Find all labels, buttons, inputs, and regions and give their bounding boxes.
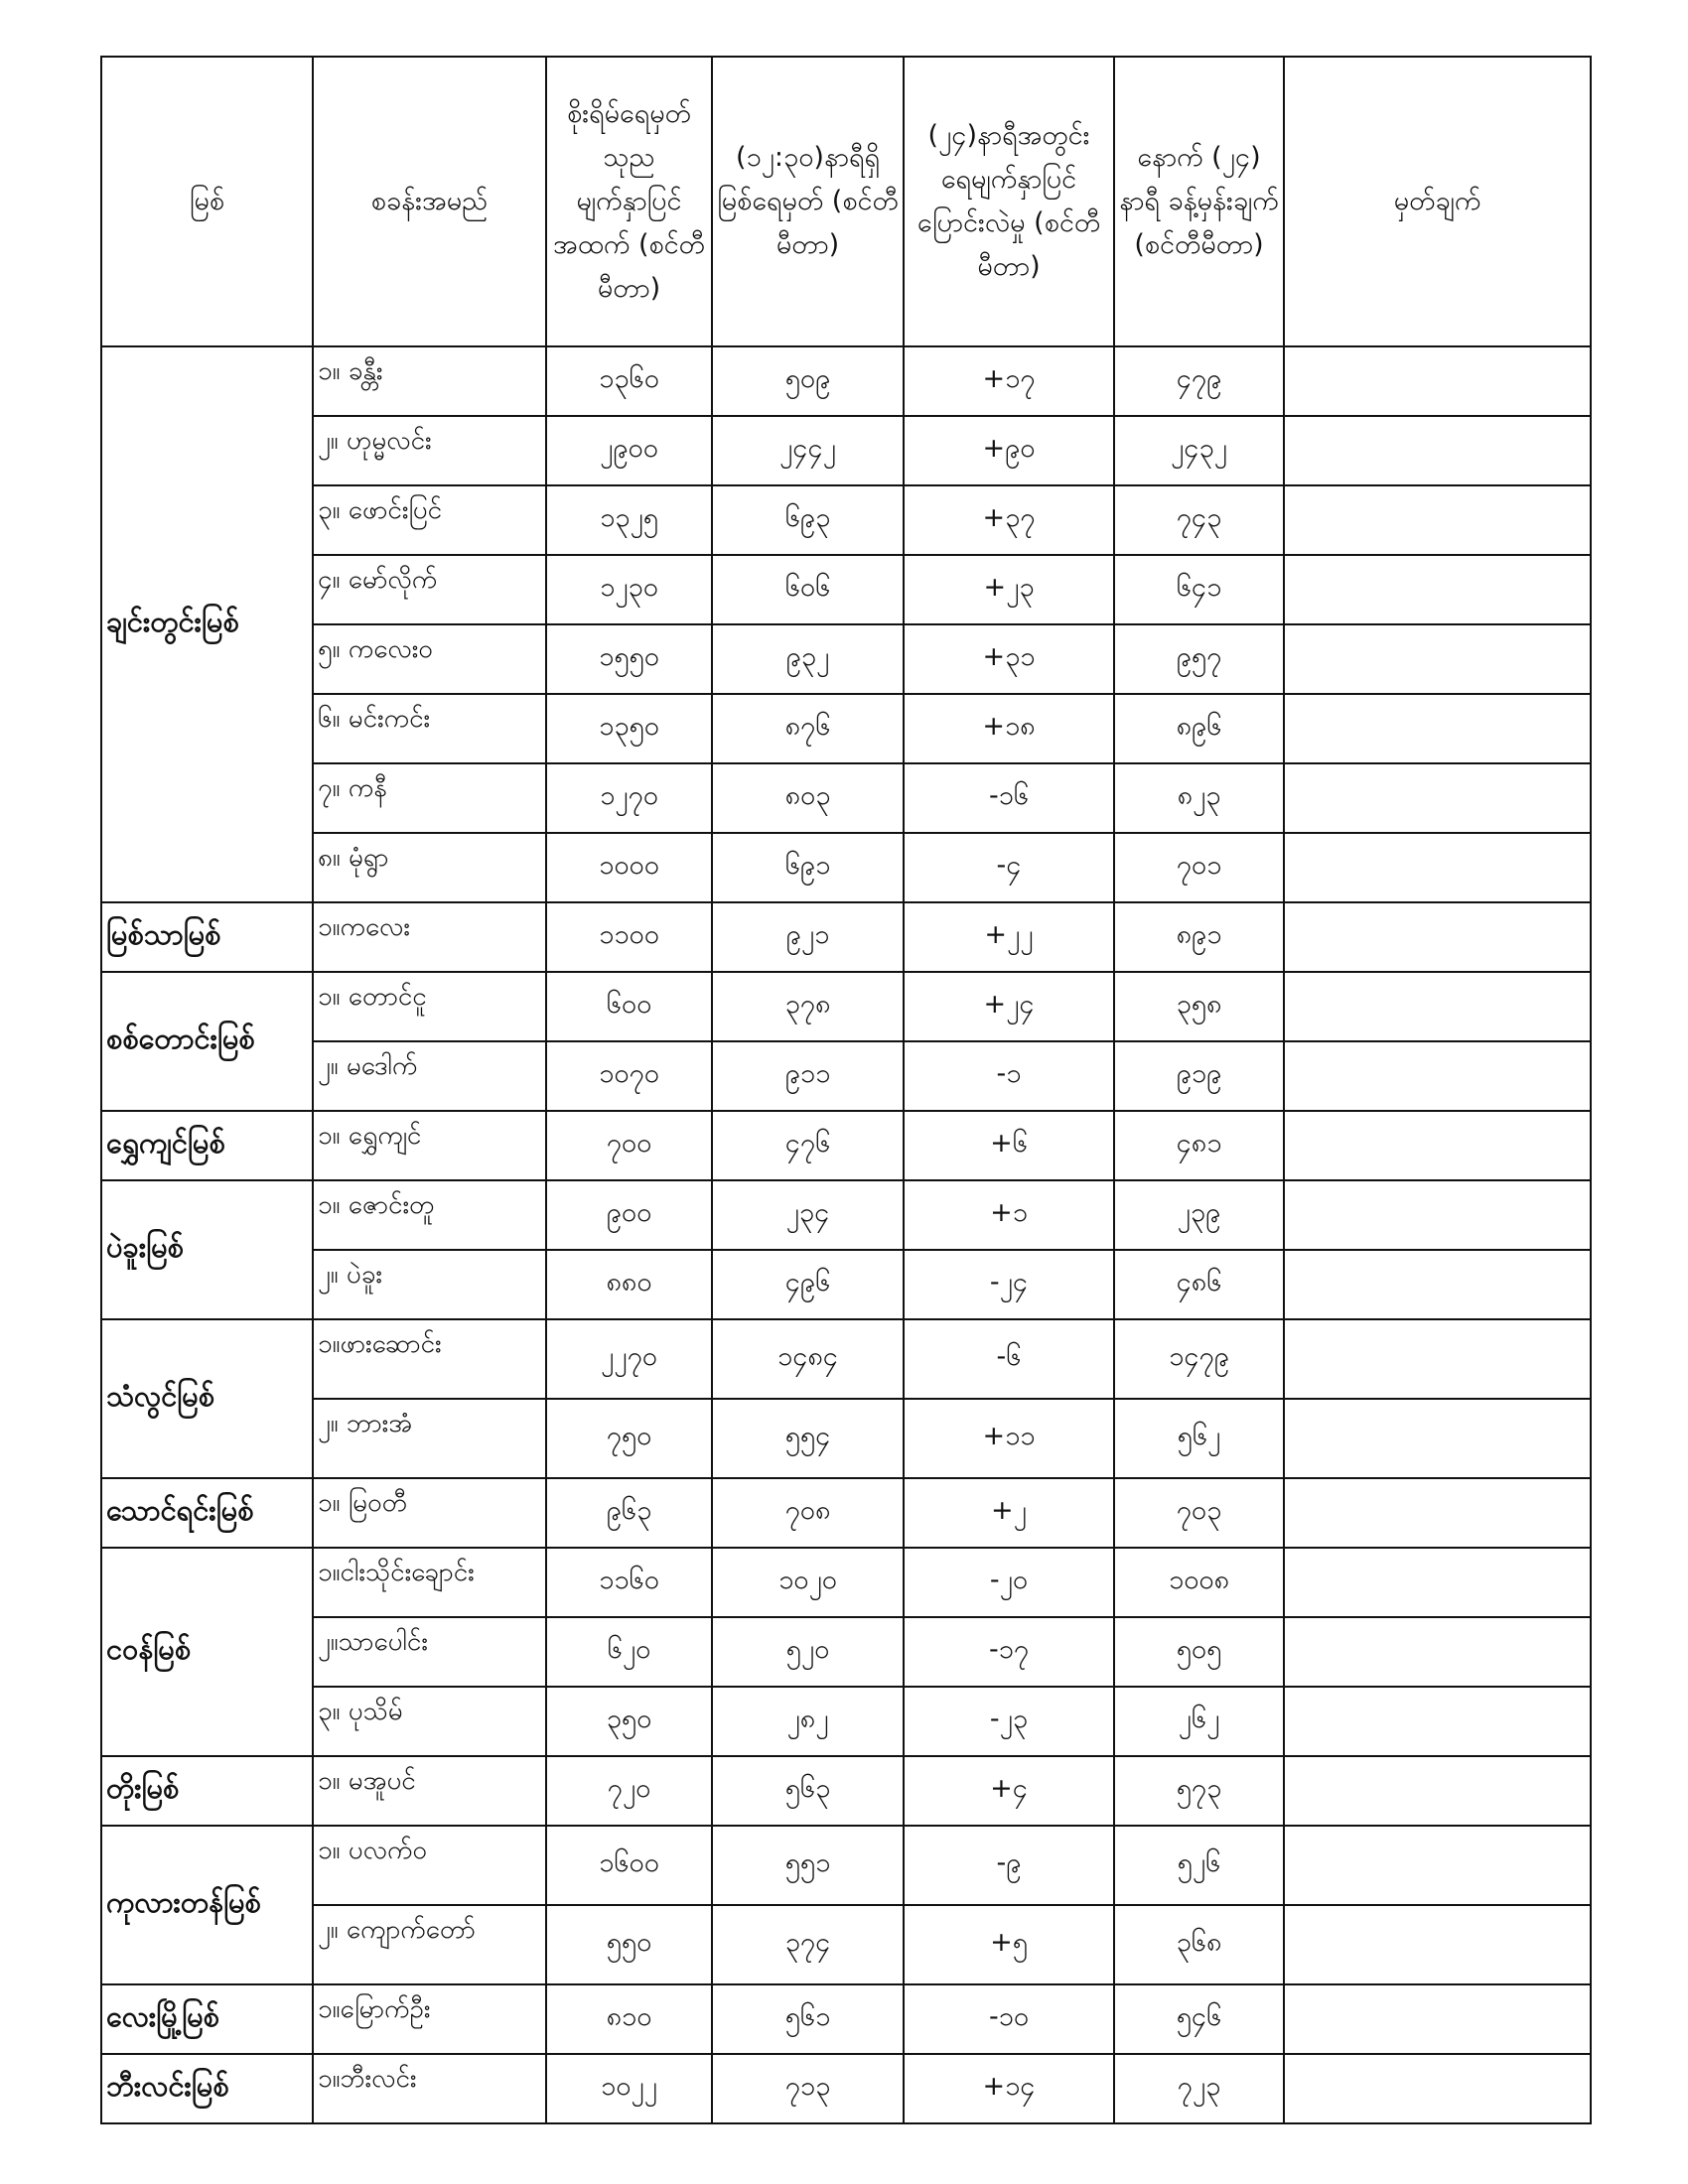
forecast-cell: ၅၆၂ [1114,1399,1284,1478]
forecast-cell: ၇၄၃ [1114,485,1284,555]
station-name-cell: ၂။ မဒေါက် [313,1041,546,1111]
current-level-cell: ၅၅၁ [712,1826,904,1905]
current-level-cell: ၂၈၂ [712,1687,904,1756]
change-cell: -၁၀ [904,1984,1114,2054]
table-row [101,2054,1591,2123]
header-current-level: (၁၂:၃၀)နာရီရှိ မြစ်ရေမှတ် (စင်တီမီတာ) [712,57,904,346]
current-level-cell: ၇၁၃ [712,2054,904,2123]
danger-level-cell: ၁၂၃၀ [546,555,712,624]
remarks-cell [1284,555,1591,624]
danger-level-cell: ၇၀၀ [546,1111,712,1180]
danger-level-cell: ၅၅၀ [546,1905,712,1984]
station-name-cell: ၂။သာပေါင်း [313,1617,546,1687]
current-level-cell: ၂၄၄၂ [712,416,904,485]
table-row [101,485,1591,555]
change-cell: +၁၄ [904,2054,1114,2123]
river-level-table [100,56,1592,2124]
station-name-cell: ၁။ငါးသိုင်းချောင်း [313,1548,546,1617]
header-change-24h: (၂၄)နာရီအတွင်း ရေမျက်နှာပြင် ပြောင်းလဲမှု (စင်တီမီတာ) [904,57,1114,346]
river-name-cell: မြစ်သာမြစ် [101,902,313,972]
forecast-cell: ၂၄၃၂ [1114,416,1284,485]
station-name-cell: ၂။ ကျောက်တော် [313,1905,546,1984]
station-name-cell: ၁။ ပလက်ဝ [313,1826,546,1905]
station-name-cell: ၂။ ပဲခူး [313,1250,546,1319]
danger-level-cell: ၂၉၀၀ [546,416,712,485]
remarks-cell [1284,972,1591,1041]
change-cell: +၁၁ [904,1399,1114,1478]
header-row [101,57,1591,346]
remarks-cell [1284,694,1591,763]
station-name-cell: ၂။ ဟုမ္မလင်း [313,416,546,485]
change-cell: +၁၈ [904,694,1114,763]
danger-level-cell: ၁၀၀၀ [546,833,712,902]
river-name-cell: ဘီးလင်းမြစ် [101,2054,313,2123]
forecast-cell: ၈၉၁ [1114,902,1284,972]
danger-level-cell: ၁၅၅၀ [546,624,712,694]
station-name-cell: ၁။ မအူပင် [313,1756,546,1826]
danger-level-cell: ၈၈၀ [546,1250,712,1319]
remarks-cell [1284,1548,1591,1617]
table-row [101,1250,1591,1319]
current-level-cell: ၉၁၁ [712,1041,904,1111]
river-name-cell: ငဝန်မြစ် [101,1548,313,1756]
change-cell: +၂၂ [904,902,1114,972]
header-danger-level: စိုးရိမ်ရေမှတ် သုည မျက်နှာပြင် အထက် (စင်တီမီတာ) [546,57,712,346]
forecast-cell: ၅၇၃ [1114,1756,1284,1826]
station-name-cell: ၄။ မော်လိုက် [313,555,546,624]
river-name-cell: တိုးမြစ် [101,1756,313,1826]
station-name-cell: ၅။ ကလေးဝ [313,624,546,694]
change-cell: +၃၇ [904,485,1114,555]
change-cell: +၂၄ [904,972,1114,1041]
table-row [101,902,1591,972]
header-river: မြစ် [101,57,313,346]
danger-level-cell: ၁၃၂၅ [546,485,712,555]
current-level-cell: ၄၉၆ [712,1250,904,1319]
danger-level-cell: ၇၅၀ [546,1399,712,1478]
forecast-cell: ၅၄၆ [1114,1984,1284,2054]
remarks-cell [1284,1180,1591,1250]
forecast-cell: ၇၀၃ [1114,1478,1284,1548]
river-name-cell: စစ်တောင်းမြစ် [101,972,313,1111]
remarks-cell [1284,763,1591,833]
remarks-cell [1284,1826,1591,1905]
current-level-cell: ၄၇၆ [712,1111,904,1180]
forecast-cell: ၆၄၁ [1114,555,1284,624]
change-cell: +၄ [904,1756,1114,1826]
change-cell: -၆ [904,1319,1114,1399]
remarks-cell [1284,833,1591,902]
forecast-cell: ၉၁၉ [1114,1041,1284,1111]
remarks-cell [1284,624,1591,694]
forecast-cell: ၂၃၉ [1114,1180,1284,1250]
change-cell: -၉ [904,1826,1114,1905]
current-level-cell: ၃၇၈ [712,972,904,1041]
table-row [101,972,1591,1041]
header-remarks: မှတ်ချက် [1284,57,1591,346]
table-row [101,416,1591,485]
current-level-cell: ၅၀၉ [712,346,904,416]
danger-level-cell: ၉၆၃ [546,1478,712,1548]
forecast-cell: ၈၂၃ [1114,763,1284,833]
river-name-cell: ပဲခူးမြစ် [101,1180,313,1319]
danger-level-cell: ၃၅၀ [546,1687,712,1756]
change-cell: +၂ [904,1478,1114,1548]
forecast-cell: ၁၀၀၈ [1114,1548,1284,1617]
remarks-cell [1284,416,1591,485]
current-level-cell: ၁၀၂၀ [712,1548,904,1617]
forecast-cell: ၄၈၆ [1114,1250,1284,1319]
danger-level-cell: ၆၀၀ [546,972,712,1041]
remarks-cell [1284,902,1591,972]
remarks-cell [1284,346,1591,416]
change-cell: -၂၃ [904,1687,1114,1756]
river-name-cell: ကုလားတန်မြစ် [101,1826,313,1984]
current-level-cell: ၆၉၁ [712,833,904,902]
forecast-cell: ၁၄၇၉ [1114,1319,1284,1399]
table-row [101,1756,1591,1826]
danger-level-cell: ၁၆၀၀ [546,1826,712,1905]
current-level-cell: ၆၀၆ [712,555,904,624]
table-row [101,1180,1591,1250]
forecast-cell: ၅၀၅ [1114,1617,1284,1687]
current-level-cell: ၉၂၁ [712,902,904,972]
current-level-cell: ၅၅၄ [712,1399,904,1478]
change-cell: -၁၇ [904,1617,1114,1687]
river-name-cell: သံလွင်မြစ် [101,1319,313,1478]
remarks-cell [1284,1041,1591,1111]
current-level-cell: ၅၆၃ [712,1756,904,1826]
current-level-cell: ၈၇၆ [712,694,904,763]
river-name-cell: လေးမြို့မြစ် [101,1984,313,2054]
table-row [101,1687,1591,1756]
station-name-cell: ၁။ ခန္တီး [313,346,546,416]
remarks-cell [1284,485,1591,555]
remarks-cell [1284,1617,1591,1687]
remarks-cell [1284,1111,1591,1180]
change-cell: +၆ [904,1111,1114,1180]
river-name-cell: ရွှေကျင်မြစ် [101,1111,313,1180]
current-level-cell: ၆၉၃ [712,485,904,555]
station-name-cell: ၁။မြောက်ဦး [313,1984,546,2054]
remarks-cell [1284,1687,1591,1756]
change-cell: -၂၄ [904,1250,1114,1319]
remarks-cell [1284,1319,1591,1399]
current-level-cell: ၁၄၈၄ [712,1319,904,1399]
current-level-cell: ၃၇၄ [712,1905,904,1984]
table-row [101,694,1591,763]
table-row [101,1478,1591,1548]
station-name-cell: ၈။ မုံရွာ [313,833,546,902]
table-row [101,1984,1591,2054]
change-cell: -၂၀ [904,1548,1114,1617]
station-name-cell: ၃။ ပုသိမ် [313,1687,546,1756]
table-row [101,346,1591,416]
danger-level-cell: ၁၀၂၂ [546,2054,712,2123]
table-row [101,763,1591,833]
table-row [101,1319,1591,1399]
table-row [101,833,1591,902]
river-name-cell: သောင်ရင်းမြစ် [101,1478,313,1548]
danger-level-cell: ၁၃၅၀ [546,694,712,763]
forecast-cell: ၂၆၂ [1114,1687,1284,1756]
station-name-cell: ၁။ဖားဆောင်း [313,1319,546,1399]
forecast-cell: ၇၀၁ [1114,833,1284,902]
forecast-cell: ၄၈၁ [1114,1111,1284,1180]
table-row [101,1041,1591,1111]
station-name-cell: ၁။ တောင်ငူ [313,972,546,1041]
remarks-cell [1284,1399,1591,1478]
forecast-cell: ၄၇၉ [1114,346,1284,416]
forecast-cell: ၃၅၈ [1114,972,1284,1041]
forecast-cell: ၅၂၆ [1114,1826,1284,1905]
current-level-cell: ၈၀၃ [712,763,904,833]
remarks-cell [1284,1250,1591,1319]
remarks-cell [1284,1905,1591,1984]
station-name-cell: ၁။ မြဝတီ [313,1478,546,1548]
forecast-cell: ၃၆၈ [1114,1905,1284,1984]
current-level-cell: ၅၆၁ [712,1984,904,2054]
table-row [101,1826,1591,1905]
header-station: စခန်းအမည် [313,57,546,346]
table-row [101,1111,1591,1180]
table-row [101,1905,1591,1984]
table-body [101,346,1591,2123]
station-name-cell: ၁။ ရွှေကျင် [313,1111,546,1180]
remarks-cell [1284,1984,1591,2054]
change-cell: -၁၆ [904,763,1114,833]
change-cell: +၉၀ [904,416,1114,485]
danger-level-cell: ၇၂၀ [546,1756,712,1826]
danger-level-cell: ၁၂၇၀ [546,763,712,833]
remarks-cell [1284,2054,1591,2123]
table-row [101,1399,1591,1478]
current-level-cell: ၅၂၀ [712,1617,904,1687]
table-row [101,555,1591,624]
station-name-cell: ၁။ဘီးလင်း [313,2054,546,2123]
change-cell: +၁ [904,1180,1114,1250]
danger-level-cell: ၁၃၆၀ [546,346,712,416]
danger-level-cell: ၆၂၀ [546,1617,712,1687]
table-row [101,1548,1591,1617]
station-name-cell: ၁။ကလေး [313,902,546,972]
forecast-cell: ၇၂၃ [1114,2054,1284,2123]
change-cell: +၅ [904,1905,1114,1984]
station-name-cell: ၆။ မင်းကင်း [313,694,546,763]
station-name-cell: ၁။ ဇောင်းတူ [313,1180,546,1250]
river-name-cell: ချင်းတွင်းမြစ် [101,346,313,902]
remarks-cell [1284,1478,1591,1548]
remarks-cell [1284,1756,1591,1826]
danger-level-cell: ၂၂၇၀ [546,1319,712,1399]
forecast-cell: ၉၅၇ [1114,624,1284,694]
table-row [101,1617,1591,1687]
forecast-cell: ၈၉၆ [1114,694,1284,763]
table-row [101,624,1591,694]
danger-level-cell: ၁၁၆၀ [546,1548,712,1617]
change-cell: +၂၃ [904,555,1114,624]
current-level-cell: ၂၃၄ [712,1180,904,1250]
change-cell: +၃၁ [904,624,1114,694]
station-name-cell: ၃။ ဖောင်းပြင် [313,485,546,555]
station-name-cell: ၂။ ဘားအံ [313,1399,546,1478]
change-cell: -၁ [904,1041,1114,1111]
danger-level-cell: ၈၁၀ [546,1984,712,2054]
station-name-cell: ၇။ ကနီ [313,763,546,833]
current-level-cell: ၇၀၈ [712,1478,904,1548]
change-cell: +၁၇ [904,346,1114,416]
danger-level-cell: ၉၀၀ [546,1180,712,1250]
header-forecast-24h: နောက် (၂၄) နာရီ ခန့်မှန်းချက် (စင်တီမီတာ) [1114,57,1284,346]
danger-level-cell: ၁၀၇၀ [546,1041,712,1111]
change-cell: -၄ [904,833,1114,902]
danger-level-cell: ၁၁၀၀ [546,902,712,972]
current-level-cell: ၉၃၂ [712,624,904,694]
